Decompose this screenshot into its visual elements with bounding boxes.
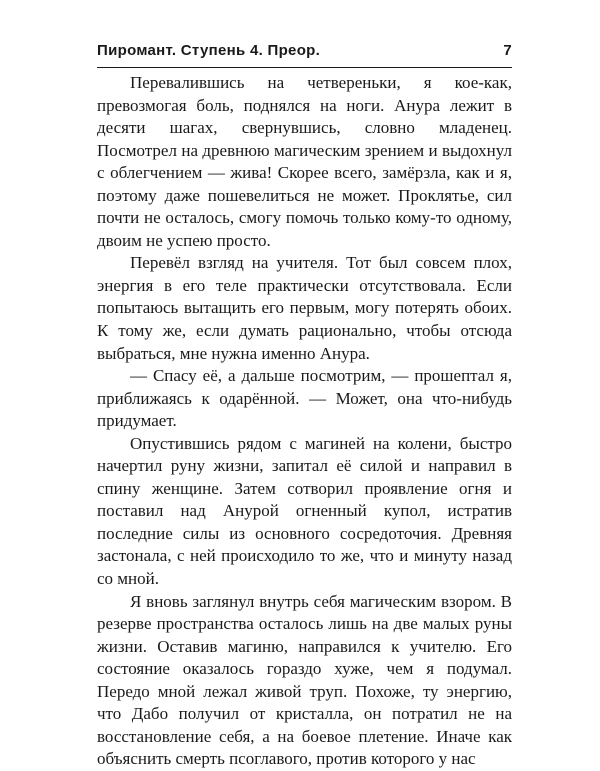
book-title: Пиромант. Ступень 4. Преор. xyxy=(97,42,321,59)
page-number: 7 xyxy=(503,42,512,59)
header-rule xyxy=(97,67,512,68)
paragraph: Перевалившись на четвереньки, я кое-как, превозмогая боль, поднялся на ноги. Анура лежит в десяти шагах, свернувшись, словно младенец. Посмотрел на древнюю магическим зрением и выдохнул с облегчением — жива! Скорее всего, замёрзла, как и я, поэтому даже пошевелиться не может. Проклятье, сил почти не осталось, смогу помочь только кому-то одному, двоим не успею просто. xyxy=(97,73,512,250)
running-head xyxy=(97,41,512,69)
body-text xyxy=(97,72,512,771)
paragraph: — Спасу её, а дальше посмотрим, — прошептал я, приближаясь к одарённой. — Может, она что-нибудь придумает. xyxy=(97,366,512,431)
paragraph: Опустившись рядом с магиней на колени, быстро начертил руну жизни, запитал её силой и направил в спину женщине. Затем сотворил проявление огня и поставил над Анурой огненный купол, истратив последние силы из основного сосредоточия. Древняя застонала, с ней происходило то же, что и минуту назад со мной. xyxy=(97,433,512,589)
paragraph: Я вновь заглянул внутрь себя магическим взором. В резерве пространства осталось лишь на две малых руны жизни. Оставив магиню, направился к учителю. Его состояние оказалось гораздо хуже, чем я подумал. Передо мной лежал живой труп. Похоже, ту энергию, что Дабо получил от кристалла, он потратил не на восстановление себя, а на боевое плетение. Иначе как объяснить смерть псоглавого, против которого у нас xyxy=(97,591,512,769)
paragraph: Перевёл взгляд на учителя. Тот был совсем плох, энергия в его теле практически отсутствовала. Если попытаюсь вытащить его первым, могу потерять обоих. К тому же, если думать рационально, чтобы отсюда выбраться, мне нужна именно Анура. xyxy=(97,253,512,363)
